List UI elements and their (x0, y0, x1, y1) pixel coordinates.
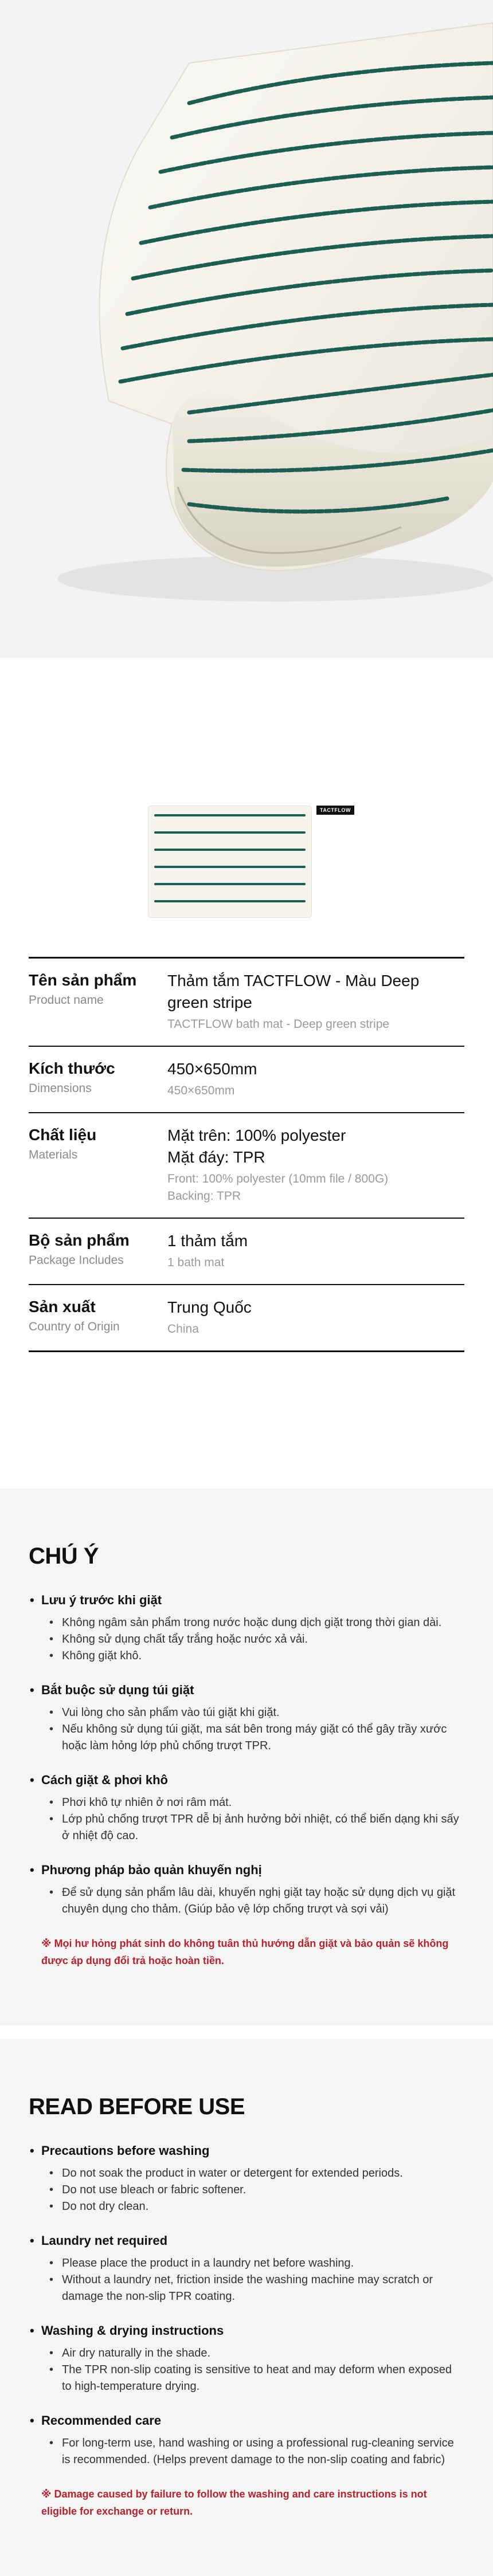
spec-label-vi: Kích thước (29, 1059, 115, 1077)
spec-value-vi: 450×650mm (167, 1060, 257, 1078)
spec-row-package (29, 1219, 464, 1285)
spec-table (29, 957, 464, 1352)
list-item: • Do not dry clean. (62, 2198, 464, 2215)
notice-group-title: • Recommended care (29, 2412, 464, 2429)
list-item: • Phơi khô tự nhiên ở nơi râm mát. (62, 1794, 464, 1811)
notice-group (29, 1862, 464, 1918)
notice-english (0, 2039, 493, 2576)
spec-value-en: Front: 100% polyester (10mm file / 800G) Backing: TPR (167, 1172, 389, 1203)
notice-group-title: • Bắt buộc sử dụng túi giặt (29, 1682, 464, 1699)
spec-label-vi: Sản xuất (29, 1298, 96, 1316)
notice-title: READ BEFORE USE (29, 2094, 245, 2119)
spec-value-en: China (167, 1322, 199, 1336)
spec-label-vi: Chất liệu (29, 1126, 97, 1144)
spec-label-vi: Tên sản phẩm (29, 971, 137, 989)
warning-text: ※ Mọi hư hỏng phát sinh do không tuân thủ hướng dẫn giặt và bảo quản sẽ không được áp dụng đổi trả hoặc hoàn tiền. (41, 1938, 449, 1966)
notice-group-title: • Precautions before washing (29, 2142, 464, 2159)
notice-group (29, 2142, 464, 2215)
notice-title: CHÚ Ý (29, 1544, 99, 1569)
notice-group (29, 1772, 464, 1844)
spec-value-vi: 1 thảm tắm (167, 1232, 248, 1250)
notice-group-title: • Laundry net required (29, 2232, 464, 2249)
spec-label-en: Materials (29, 1148, 78, 1161)
spec-label-en: Dimensions (29, 1082, 92, 1095)
list-item: • Vui lòng cho sản phẩm vào túi giặt khi giặt. (62, 1705, 464, 1721)
notice-group-title: • Washing & drying instructions (29, 2322, 464, 2339)
notice-group (29, 1682, 464, 1754)
notice-group-title: • Lưu ý trước khi giặt (29, 1592, 464, 1609)
spec-row-origin (29, 1285, 464, 1352)
list-item: • Do not use bleach or fabric softener. (62, 2182, 464, 2198)
spec-label-en: Country of Origin (29, 1320, 120, 1333)
list-item: • Lớp phủ chống trượt TPR dễ bị ảnh hưởng bởi nhiệt, có thể biến dạng khi sấy ở nhiệt độ cao. (62, 1811, 464, 1844)
spec-label-en: Product name (29, 994, 104, 1007)
list-item: • Please place the product in a laundry net before washing. (62, 2255, 464, 2272)
notice-group (29, 1592, 464, 1664)
warning-text: ※ Damage caused by failure to follow the washing and care instructions is not eligible for exchange or return. (41, 2488, 427, 2517)
brand-tag: TACTFLOW (316, 806, 354, 815)
spec-label-en: Package Includes (29, 1254, 124, 1267)
list-item: • Do not soak the product in water or detergent for extended periods. (62, 2165, 464, 2182)
list-item: • Không giặt khô. (62, 1648, 464, 1664)
notice-group-title: • Cách giặt & phơi khô (29, 1772, 464, 1789)
spec-value-en: 1 bath mat (167, 1256, 225, 1269)
notice-vietnamese (0, 1489, 493, 2025)
spec-value-en: TACTFLOW bath mat - Deep green stripe (167, 1018, 390, 1031)
spec-value-vi: Trung Quốc (167, 1298, 252, 1316)
list-item: • For long-term use, hand washing or using a professional rug-cleaning service is recommended. (Helps prevent damage to the non-slip coating and fabric) (62, 2435, 464, 2468)
notice-group (29, 2232, 464, 2305)
spec-value-vi: Mặt trên: 100% polyester Mặt đáy: TPR (167, 1126, 346, 1166)
notice-group (29, 2412, 464, 2468)
spec-row-product-name (29, 959, 464, 1047)
spec-label-vi: Bộ sản phẩm (29, 1231, 130, 1249)
product-thumbnail-section (0, 658, 493, 957)
list-item: • The TPR non-slip coating is sensitive to heat and may deform when exposed to high-temperature drying. (62, 2362, 464, 2395)
spec-value-en: 450×650mm (167, 1084, 235, 1097)
notice-group (29, 2322, 464, 2395)
spec-value-vi: Thảm tắm TACTFLOW - Màu Deep green stripe (167, 972, 420, 1011)
list-item: • Không sử dụng chất tẩy trắng hoặc nước xả vải. (62, 1631, 464, 1648)
product-thumbnail (148, 806, 312, 918)
list-item: • Nếu không sử dụng túi giặt, ma sát bên trong máy giặt có thể gây trầy xước hoặc làm hỏng lớp phủ chống trượt TPR. (62, 1721, 464, 1754)
notice-group-title: • Phương pháp bảo quản khuyến nghị (29, 1862, 464, 1879)
list-item: • Không ngâm sản phẩm trong nước hoặc dung dịch giặt trong thời gian dài. (62, 1615, 464, 1631)
list-item: • Without a laundry net, friction inside the washing machine may scratch or damage the non-slip TPR coating. (62, 2272, 464, 2305)
list-item: • Để sử dụng sản phẩm lâu dài, khuyến nghị giặt tay hoặc sử dụng dịch vụ giặt chuyên dụng cho thảm. (Giúp bảo vệ lớp chống trượt và sợi vải) (62, 1884, 464, 1918)
rolled-bath-mat-illustration (0, 0, 493, 658)
spec-row-materials (29, 1113, 464, 1219)
hero-product-photo (0, 0, 493, 658)
spec-row-dimensions (29, 1047, 464, 1113)
list-item: • Air dry naturally in the shade. (62, 2345, 464, 2362)
